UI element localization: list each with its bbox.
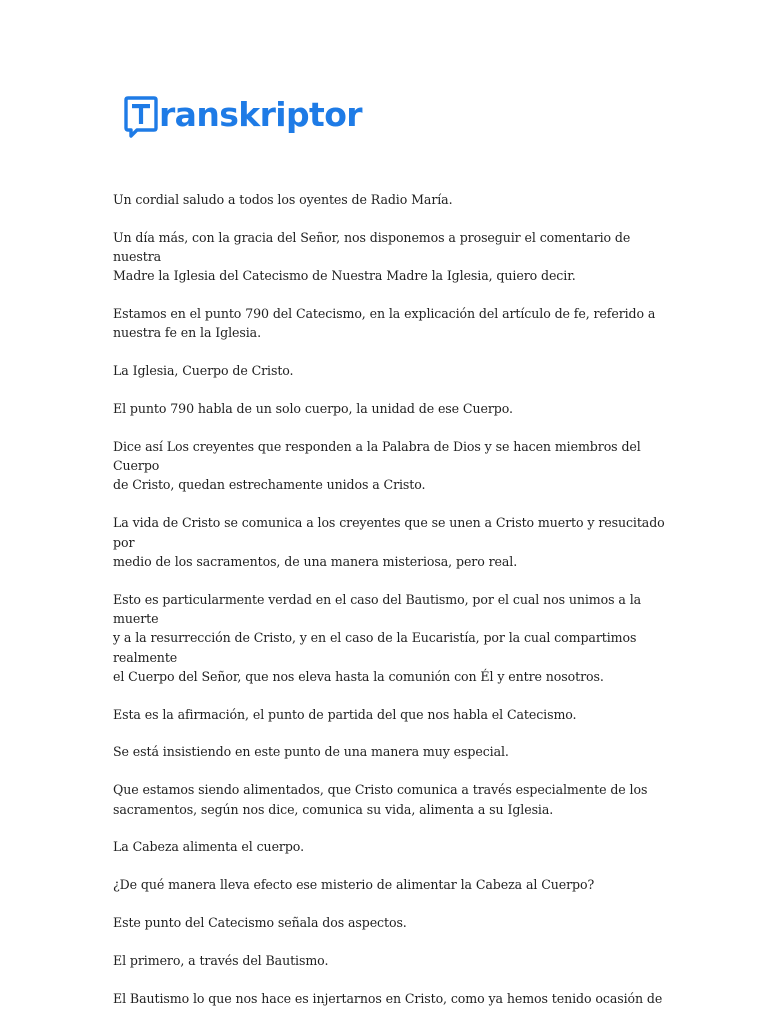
transcript-body [113,190,673,1026]
transkriptor-logo [124,92,362,144]
paragraph: La Cabeza alimenta el cuerpo. [113,839,304,855]
paragraph: Esto es particularmente verdad en el caso del Bautismo, por el cual nos unimos a la muerte y a la resurrección de Cristo, y en el caso de la Eucaristía, por la cual compartimos realmente el Cuerpo del Señor, que nos eleva hasta la comunión con Él y entre nosotros. [113,591,642,684]
paragraph: Estamos en el punto 790 del Catecismo, en la explicación del artículo de fe, referido a nuestra fe en la Iglesia. [113,306,656,341]
paragraph: Que estamos siendo alimentados, que Cristo comunica a través especialmente de los sacramentos, según nos dice, comunica su vida, alimenta a su Iglesia. [113,782,648,817]
paragraph: Un cordial saludo a todos los oyentes de Radio María. [113,192,453,207]
paragraph: Este punto del Catecismo señala dos aspectos. [113,914,407,930]
paragraph: ¿De qué manera lleva efecto ese misterio de alimentar la Cabeza al Cuerpo? [113,877,595,893]
paragraph: Esta es la afirmación, el punto de partida del que nos habla el Catecismo. [113,706,577,722]
paragraph: Un día más, con la gracia del Señor, nos disponemos a proseguir el comentario de nuestra Madre la Iglesia del Catecismo de Nuestra Madre la Iglesia, quiero decir. [113,229,631,284]
brand-name: ranskriptor [159,94,362,134]
speech-bubble-t-icon [124,92,158,144]
paragraph: Dice así Los creyentes que responden a la Palabra de Dios y se hacen miembros del Cuerpo de Cristo, quedan estrechamente unidos a Cristo. [113,438,641,493]
paragraph: La vida de Cristo se comunica a los creyentes que se unen a Cristo muerto y resucitado por medio de los sacramentos, de una manera misteriosa, pero real. [113,515,665,569]
paragraph: Se está insistiendo en este punto de una manera muy especial. [113,744,509,760]
paragraph: El Bautismo lo que nos hace es injertarnos en Cristo, como ya hemos tenido ocasión de [113,990,663,1006]
paragraph: El primero, a través del Bautismo. [113,952,329,968]
paragraph: La Iglesia, Cuerpo de Cristo. [113,363,294,379]
paragraph: El punto 790 habla de un solo cuerpo, la unidad de ese Cuerpo. [113,401,513,417]
